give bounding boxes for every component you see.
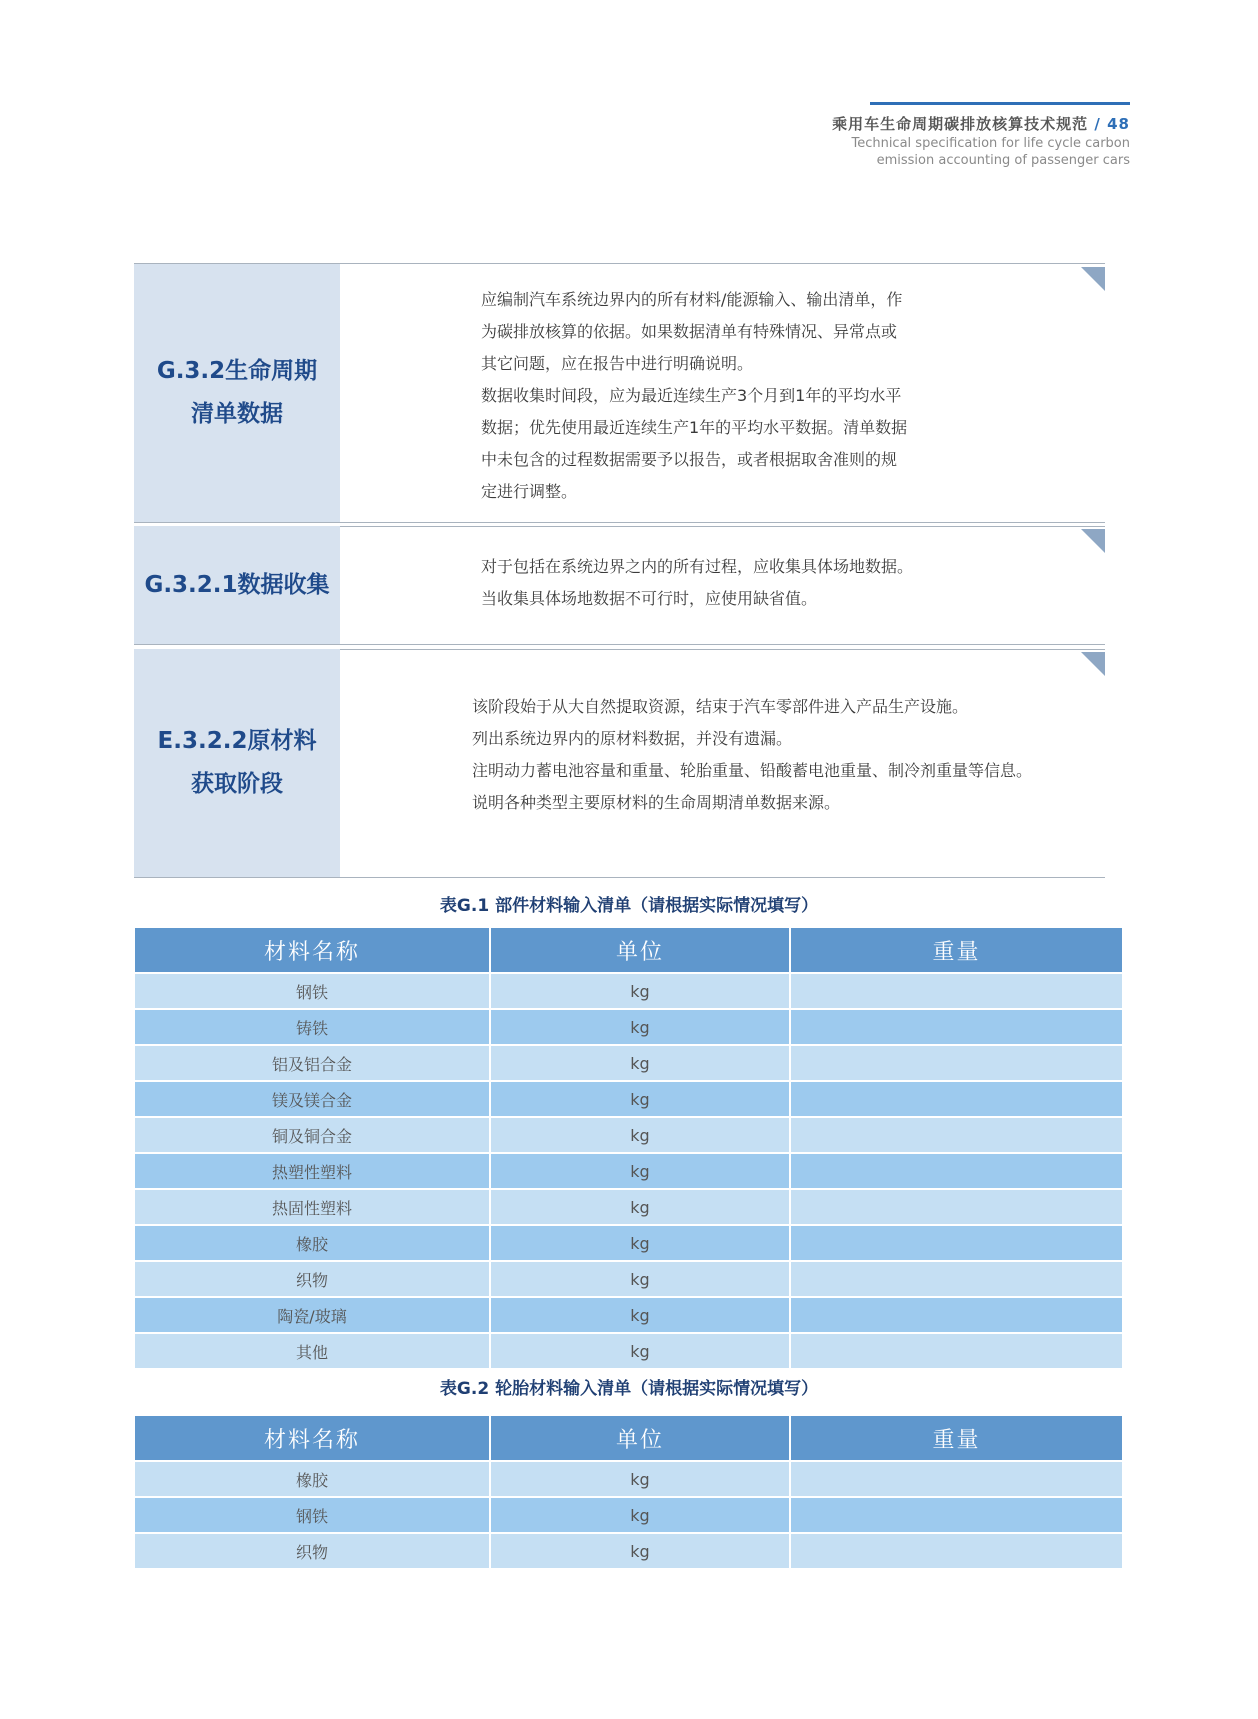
section-paragraph: 注明动力蓄电池容量和重量、轮胎重量、铅酸蓄电池重量、制冷剂重量等信息。 — [472, 761, 1033, 780]
table-row — [135, 1297, 1122, 1333]
table-cell — [790, 1333, 1122, 1368]
table-cell — [790, 1189, 1122, 1225]
header-title-cn — [800, 113, 1130, 134]
table-cell: kg — [490, 1117, 790, 1153]
corner-triangle-icon — [1081, 529, 1105, 553]
table-row — [135, 973, 1122, 1009]
table-cell — [790, 1045, 1122, 1081]
section-paragraph: 对于包括在系统边界之内的所有过程，应收集具体场地数据。 — [481, 557, 914, 576]
table-cell: 织物 — [135, 1533, 490, 1568]
table-cell: kg — [490, 1461, 790, 1497]
table-cell: 织物 — [135, 1261, 490, 1297]
table-cell: 其他 — [135, 1333, 490, 1368]
header-title-en-1: Technical specification for life cycle carbon — [851, 136, 1130, 151]
table-cell — [790, 1009, 1122, 1045]
section-title — [134, 264, 340, 522]
table-cell — [790, 1461, 1122, 1497]
table-cell: kg — [490, 1009, 790, 1045]
header-separator: / — [1094, 115, 1101, 133]
section-body — [481, 264, 907, 522]
section-title-line: G.3.2生命周期 — [156, 358, 318, 384]
section-paragraph: 应编制汽车系统边界内的所有材料/能源输入、输出清单，作 — [481, 290, 903, 309]
table-cell: kg — [490, 1081, 790, 1117]
table-cell: 陶瓷/玻璃 — [135, 1297, 490, 1333]
column-header: 材料名称 — [135, 928, 490, 973]
table-cell: kg — [490, 973, 790, 1009]
table-row — [135, 1045, 1122, 1081]
section-body — [481, 526, 913, 644]
table-row — [135, 1497, 1122, 1533]
table-cell — [790, 1153, 1122, 1189]
table-cell — [790, 973, 1122, 1009]
section-title-line: 清单数据 — [191, 401, 283, 427]
page-header — [800, 102, 1130, 168]
table-cell: kg — [490, 1533, 790, 1568]
section-paragraph: 数据收集时间段，应为最近连续生产3个月到1年的平均水平 — [481, 386, 902, 405]
section-paragraph: 数据；优先使用最近连续生产1年的平均水平数据。清单数据 — [481, 418, 908, 437]
section-paragraph: 当收集具体场地数据不可行时，应使用缺省值。 — [481, 589, 818, 608]
table-cell: 铸铁 — [135, 1009, 490, 1045]
table-cell: 铝及铝合金 — [135, 1045, 490, 1081]
section-paragraph: 其它问题，应在报告中进行明确说明。 — [481, 354, 754, 373]
header-title-text: 乘用车生命周期碳排放核算技术规范 — [832, 115, 1089, 133]
table-row — [135, 1225, 1122, 1261]
table-cell: kg — [490, 1189, 790, 1225]
table-cell — [790, 1081, 1122, 1117]
table-cell: kg — [490, 1497, 790, 1533]
table-cell — [790, 1497, 1122, 1533]
section-paragraph: 说明各种类型主要原材料的生命周期清单数据来源。 — [472, 793, 841, 812]
section-title-line: 获取阶段 — [191, 771, 283, 797]
table-cell: kg — [490, 1297, 790, 1333]
table-cell: kg — [490, 1261, 790, 1297]
table-cell — [790, 1297, 1122, 1333]
table-row — [135, 1261, 1122, 1297]
page-number: 48 — [1107, 115, 1130, 133]
section-title-line: E.3.2.2原材料 — [157, 728, 317, 754]
table-cell: 镁及镁合金 — [135, 1081, 490, 1117]
corner-triangle-icon — [1081, 652, 1105, 676]
table-cell — [790, 1261, 1122, 1297]
header-title-en-2: emission accounting of passenger cars — [876, 153, 1130, 168]
table-cell: kg — [490, 1333, 790, 1368]
table-row — [135, 1333, 1122, 1368]
table-cell: 热固性塑料 — [135, 1189, 490, 1225]
section-paragraph: 该阶段始于从大自然提取资源，结束于汽车零部件进入产品生产设施。 — [472, 697, 969, 716]
header-rule — [870, 102, 1130, 105]
table-cell — [790, 1533, 1122, 1568]
table-cell: 橡胶 — [135, 1225, 490, 1261]
table2 — [135, 1416, 1122, 1568]
table-cell: 橡胶 — [135, 1461, 490, 1497]
table-cell: kg — [490, 1225, 790, 1261]
table-row — [135, 1153, 1122, 1189]
section-title — [134, 526, 340, 644]
section-paragraph: 为碳排放核算的依据。如果数据清单有特殊情况、异常点或 — [481, 322, 898, 341]
column-header: 重量 — [790, 1416, 1122, 1461]
column-header: 重量 — [790, 928, 1122, 973]
table-cell — [790, 1225, 1122, 1261]
column-header: 材料名称 — [135, 1416, 490, 1461]
column-header: 单位 — [490, 928, 790, 973]
table-cell: 热塑性塑料 — [135, 1153, 490, 1189]
table-cell: 钢铁 — [135, 973, 490, 1009]
table-cell: 铜及铜合金 — [135, 1117, 490, 1153]
table1-caption: 表G.1 部件材料输入清单（请根据实际情况填写） — [439, 896, 819, 916]
table-row — [135, 1461, 1122, 1497]
section-data-collection — [134, 526, 1105, 645]
section-paragraph: 定进行调整。 — [481, 482, 578, 501]
table-row — [135, 1117, 1122, 1153]
section-paragraph: 中未包含的过程数据需要予以报告，或者根据取舍准则的规 — [481, 450, 898, 469]
section-title-line: G.3.2.1数据收集 — [144, 571, 330, 598]
section-body — [472, 649, 1032, 877]
section-lifecycle-inventory — [134, 263, 1105, 523]
column-header: 单位 — [490, 1416, 790, 1461]
table-cell: 钢铁 — [135, 1497, 490, 1533]
table-cell: kg — [490, 1153, 790, 1189]
table1 — [135, 928, 1122, 1368]
section-paragraph: 列出系统边界内的原材料数据，并没有遗漏。 — [472, 729, 793, 748]
table-row — [135, 1081, 1122, 1117]
section-raw-material-stage — [134, 649, 1105, 878]
corner-triangle-icon — [1081, 267, 1105, 291]
table-row — [135, 1533, 1122, 1568]
table2-caption: 表G.2 轮胎材料输入清单（请根据实际情况填写） — [439, 1379, 819, 1399]
table-cell — [790, 1117, 1122, 1153]
table-row — [135, 1009, 1122, 1045]
table-row — [135, 1189, 1122, 1225]
table-header-row — [135, 928, 1122, 973]
table-cell: kg — [490, 1045, 790, 1081]
table-header-row — [135, 1416, 1122, 1461]
section-title — [134, 649, 340, 877]
